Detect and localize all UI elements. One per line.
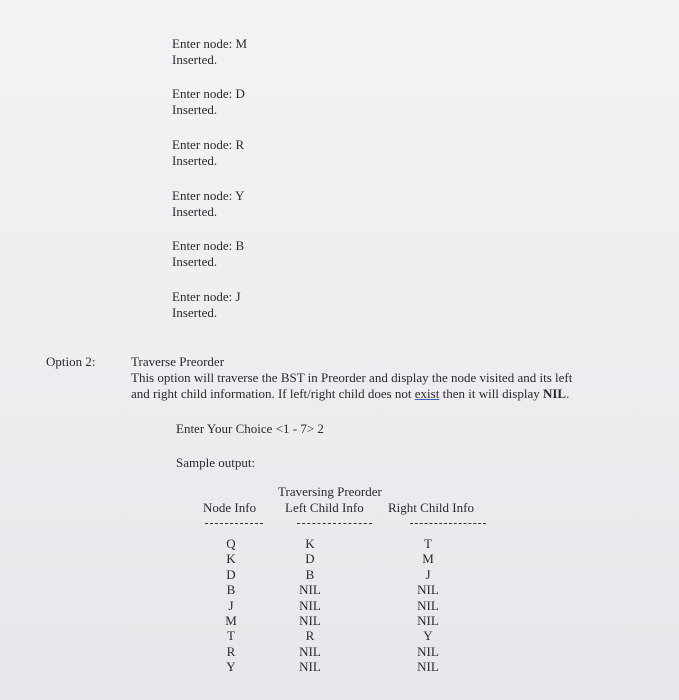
option-title: Traverse Preorder [131, 354, 225, 369]
divider-left [297, 523, 372, 524]
entry-prompt: Enter node: R [172, 137, 245, 152]
left-cell: D [305, 551, 315, 567]
exist-word: exist [414, 386, 440, 401]
right-cell: J [425, 566, 431, 582]
node-cell: R [226, 643, 236, 659]
right-cell: M [422, 551, 434, 567]
entry-result: Inserted. [172, 204, 218, 219]
nil-word: NIL [542, 386, 567, 401]
entry-result: Inserted. [172, 153, 218, 168]
entry-r [172, 137, 244, 169]
entry-prompt: Enter node: B [172, 238, 245, 253]
header-node-info: Node Info [203, 500, 257, 515]
entry-y [172, 188, 244, 220]
node-cell: M [225, 613, 237, 629]
entry-result: Inserted. [172, 102, 218, 117]
left-cell: NIL [299, 582, 321, 598]
option-desc-line2: and right child information. If left/right child does not exist then it will display NIL. [131, 386, 570, 401]
left-cell: K [305, 536, 315, 551]
entry-result: Inserted. [172, 254, 218, 269]
header-right-child: Right Child Info [388, 500, 474, 515]
right-cell: NIL [417, 613, 439, 629]
left-cell: R [305, 628, 315, 644]
option-desc-line1: This option will traverse the BST in Preorder and display the node visited and its left [131, 370, 573, 385]
divider-node [205, 523, 263, 524]
option-label: Option 2: [46, 354, 96, 369]
node-cell: K [226, 551, 236, 567]
entry-result: Inserted. [172, 305, 218, 320]
entry-d [172, 86, 245, 118]
right-child-column [388, 536, 468, 675]
node-cell: D [226, 566, 236, 582]
right-cell: NIL [417, 582, 439, 598]
node-cell: B [226, 582, 236, 598]
choice-prompt: Enter Your Choice <1 - 7> 2 [176, 421, 324, 436]
entry-j [172, 289, 241, 321]
entry-prompt: Enter node: Y [172, 188, 245, 203]
header-left-child: Left Child Info [285, 500, 364, 515]
right-cell: T [424, 536, 432, 551]
right-cell: NIL [417, 597, 439, 613]
table-caption: Traversing Preorder [278, 484, 382, 499]
divider-right [410, 523, 486, 524]
node-cell: J [228, 597, 234, 613]
node-cell: Q [226, 536, 236, 551]
entry-prompt: Enter node: D [172, 86, 245, 101]
option-description [131, 354, 572, 402]
sample-output-label: Sample output: [176, 455, 256, 470]
left-child-column [270, 536, 350, 675]
left-cell: NIL [299, 659, 321, 675]
entry-result: Inserted. [172, 52, 218, 67]
right-cell: NIL [417, 659, 439, 675]
node-cell: Y [226, 659, 236, 675]
entry-b [172, 238, 244, 270]
node-cell: T [227, 628, 235, 644]
left-cell: B [305, 566, 315, 582]
right-cell: NIL [417, 643, 439, 659]
entry-prompt: Enter node: M [172, 36, 248, 51]
left-cell: NIL [299, 597, 321, 613]
entry-prompt: Enter node: J [172, 289, 241, 304]
node-column [191, 536, 271, 675]
left-cell: NIL [299, 643, 321, 659]
right-cell: Y [423, 628, 433, 644]
left-cell: NIL [299, 613, 321, 629]
entry-m [172, 36, 247, 68]
